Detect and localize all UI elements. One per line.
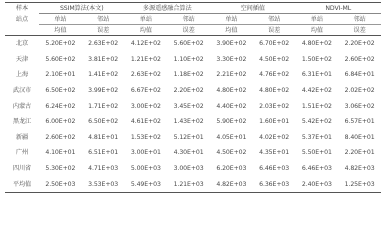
- table-cell: 1.51E+02: [301, 102, 332, 110]
- table-cell: 2.03E+02: [259, 102, 290, 110]
- table-cell: 6.24E+02: [45, 102, 76, 110]
- table-cell: 3.00E+01: [130, 149, 161, 157]
- table-row: [5, 145, 381, 161]
- table-row: [5, 114, 381, 130]
- table-cell: 4.61E+02: [130, 118, 161, 126]
- table-cell: 4.50E+02: [259, 55, 290, 63]
- table-cell: 5.20E+02: [45, 40, 76, 48]
- metric-header: 误差: [167, 25, 210, 36]
- table-cell: 1.21E+03: [167, 176, 210, 192]
- table-cell: 4.76E+02: [259, 71, 290, 79]
- table-cell: 2.50E+03: [39, 176, 82, 192]
- table-cell: 4.80E+02: [259, 87, 290, 95]
- table-cell: 4.71E+03: [88, 165, 119, 173]
- group-header: SSIM算法(本文): [39, 3, 125, 14]
- table-cell: 4.82E+03: [344, 165, 375, 173]
- group-header: 多源遥感融合算法: [125, 3, 211, 14]
- table-cell: 3.00E+02: [130, 102, 161, 110]
- sub-header: 邻站: [253, 14, 296, 25]
- data-table: [5, 2, 381, 193]
- table-cell: 6.46E+03: [301, 165, 332, 173]
- table-cell: 4.80E+02: [216, 87, 247, 95]
- table-cell: 3.53E+03: [82, 176, 125, 192]
- table-cell: 4.10E+01: [45, 149, 76, 157]
- table-cell: 1.50E+02: [301, 55, 332, 63]
- table-cell: 3.06E+02: [344, 102, 375, 110]
- table-cell: 5.60E+02: [173, 40, 204, 48]
- table-row: [5, 161, 381, 177]
- table-row: [5, 130, 381, 146]
- row-label: 内蒙古: [12, 102, 32, 110]
- table-cell: 3.90E+02: [216, 40, 247, 48]
- table-cell: 2.21E+02: [216, 71, 247, 79]
- table-cell: 1.10E+02: [173, 55, 204, 63]
- table-cell: 3.30E+02: [216, 55, 247, 63]
- table-cell: 5.12E+01: [173, 133, 204, 141]
- table-cell: 2.60E+02: [344, 55, 375, 63]
- table-cell: 2.20E+02: [344, 40, 375, 48]
- table-cell: 5.90E+02: [216, 118, 247, 126]
- stub-header-top: 样本: [5, 3, 39, 14]
- table-cell: 4.12E+02: [130, 40, 161, 48]
- table-cell: 6.50E+02: [45, 87, 76, 95]
- table-cell: 6.67E+02: [130, 87, 161, 95]
- metric-header: 误差: [82, 25, 125, 36]
- table-cell: 6.31E+01: [301, 71, 332, 79]
- table-cell: 1.25E+03: [338, 176, 381, 192]
- sub-header: 邻站: [82, 14, 125, 25]
- metric-header: 均值: [210, 25, 253, 36]
- row-label: 上海: [15, 71, 29, 79]
- table-cell: 6.36E+03: [253, 176, 296, 192]
- sub-header: 邻站: [167, 14, 210, 25]
- stub-header-empty: [5, 25, 39, 36]
- table-cell: 5.49E+03: [125, 176, 168, 192]
- table-cell: 6.51E+01: [88, 149, 119, 157]
- header-row-metric: [5, 25, 381, 36]
- row-label: 天津: [15, 55, 29, 63]
- table-cell: 5.50E+01: [301, 149, 332, 157]
- metric-header: 均值: [125, 25, 168, 36]
- table-cell: 1.60E+01: [259, 118, 290, 126]
- table-cell: 5.00E+03: [130, 165, 161, 173]
- sub-header: 单站: [296, 14, 339, 25]
- table-row: [5, 98, 381, 114]
- row-label: 北京: [15, 40, 29, 48]
- row-label: 广州: [15, 149, 29, 157]
- row-label: 平均值: [5, 176, 39, 192]
- row-label: 新疆: [15, 133, 29, 141]
- row-label: 武汉市: [12, 87, 32, 95]
- table-cell: 2.10E+01: [45, 71, 76, 79]
- table-cell: 4.40E+02: [216, 102, 247, 110]
- table-cell: 2.20E+02: [173, 87, 204, 95]
- table-cell: 6.20E+03: [216, 165, 247, 173]
- table-cell: 4.81E+01: [88, 133, 119, 141]
- table-row: [5, 83, 381, 99]
- table-cell: 5.42E+02: [301, 118, 332, 126]
- sub-header: 邻站: [338, 14, 381, 25]
- metric-header: 误差: [338, 25, 381, 36]
- table-cell: 4.05E+01: [216, 133, 247, 141]
- group-header: 空间插值: [210, 3, 296, 14]
- table-cell: 4.35E+01: [259, 149, 290, 157]
- table-cell: 5.37E+01: [301, 133, 332, 141]
- table-cell: 6.46E+03: [259, 165, 290, 173]
- sub-header: 单站: [125, 14, 168, 25]
- table-cell: 6.50E+02: [88, 118, 119, 126]
- row-label: 四川省: [12, 165, 32, 173]
- table-cell: 4.02E+02: [259, 133, 290, 141]
- table-cell: 4.82E+03: [210, 176, 253, 192]
- table-cell: 4.42E+02: [301, 87, 332, 95]
- table-cell: 3.81E+02: [88, 55, 119, 63]
- table-cell: 5.30E+02: [45, 165, 76, 173]
- table-cell: 2.63E+02: [130, 71, 161, 79]
- stub-header-bottom: 站点: [15, 15, 29, 23]
- table-cell: 2.02E+02: [344, 87, 375, 95]
- header-row-groups: [5, 3, 381, 14]
- table-cell: 4.50E+02: [216, 149, 247, 157]
- table-cell: 5.60E+02: [45, 55, 76, 63]
- table-cell: 8.40E+01: [344, 133, 375, 141]
- table-body: [5, 36, 381, 193]
- table-cell: 6.00E+02: [45, 118, 76, 126]
- table-cell: 1.41E+02: [88, 71, 119, 79]
- header-row-sub: [5, 14, 381, 25]
- metric-header: 均值: [39, 25, 82, 36]
- table-cell: 2.60E+02: [45, 133, 76, 141]
- metric-header: 均值: [296, 25, 339, 36]
- group-header: NDVI-ML: [296, 3, 382, 14]
- table-cell: 1.18E+02: [173, 71, 204, 79]
- table-row: [5, 36, 381, 52]
- table-cell: 1.71E+02: [88, 102, 119, 110]
- table-row: [5, 176, 381, 192]
- table-row: [5, 52, 381, 68]
- table-cell: 1.21E+02: [130, 55, 161, 63]
- table-cell: 6.70E+02: [259, 40, 290, 48]
- table-cell: 2.63E+02: [88, 40, 119, 48]
- table-cell: 3.45E+02: [173, 102, 204, 110]
- table-cell: 3.99E+02: [88, 87, 119, 95]
- sub-header: 单站: [39, 14, 82, 25]
- sub-header: 单站: [210, 14, 253, 25]
- table-cell: 3.00E+03: [173, 165, 204, 173]
- table-row: [5, 67, 381, 83]
- table-cell: 6.57E+01: [344, 118, 375, 126]
- table-cell: 1.43E+02: [173, 118, 204, 126]
- table-cell: 4.30E+01: [173, 149, 204, 157]
- table-cell: 1.53E+02: [130, 133, 161, 141]
- row-label: 黑龙江: [12, 118, 32, 126]
- table-cell: 2.40E+03: [296, 176, 339, 192]
- table-cell: 4.80E+02: [301, 40, 332, 48]
- table-cell: 6.84E+01: [344, 71, 375, 79]
- metric-header: 误差: [253, 25, 296, 36]
- table-cell: 2.20E+01: [344, 149, 375, 157]
